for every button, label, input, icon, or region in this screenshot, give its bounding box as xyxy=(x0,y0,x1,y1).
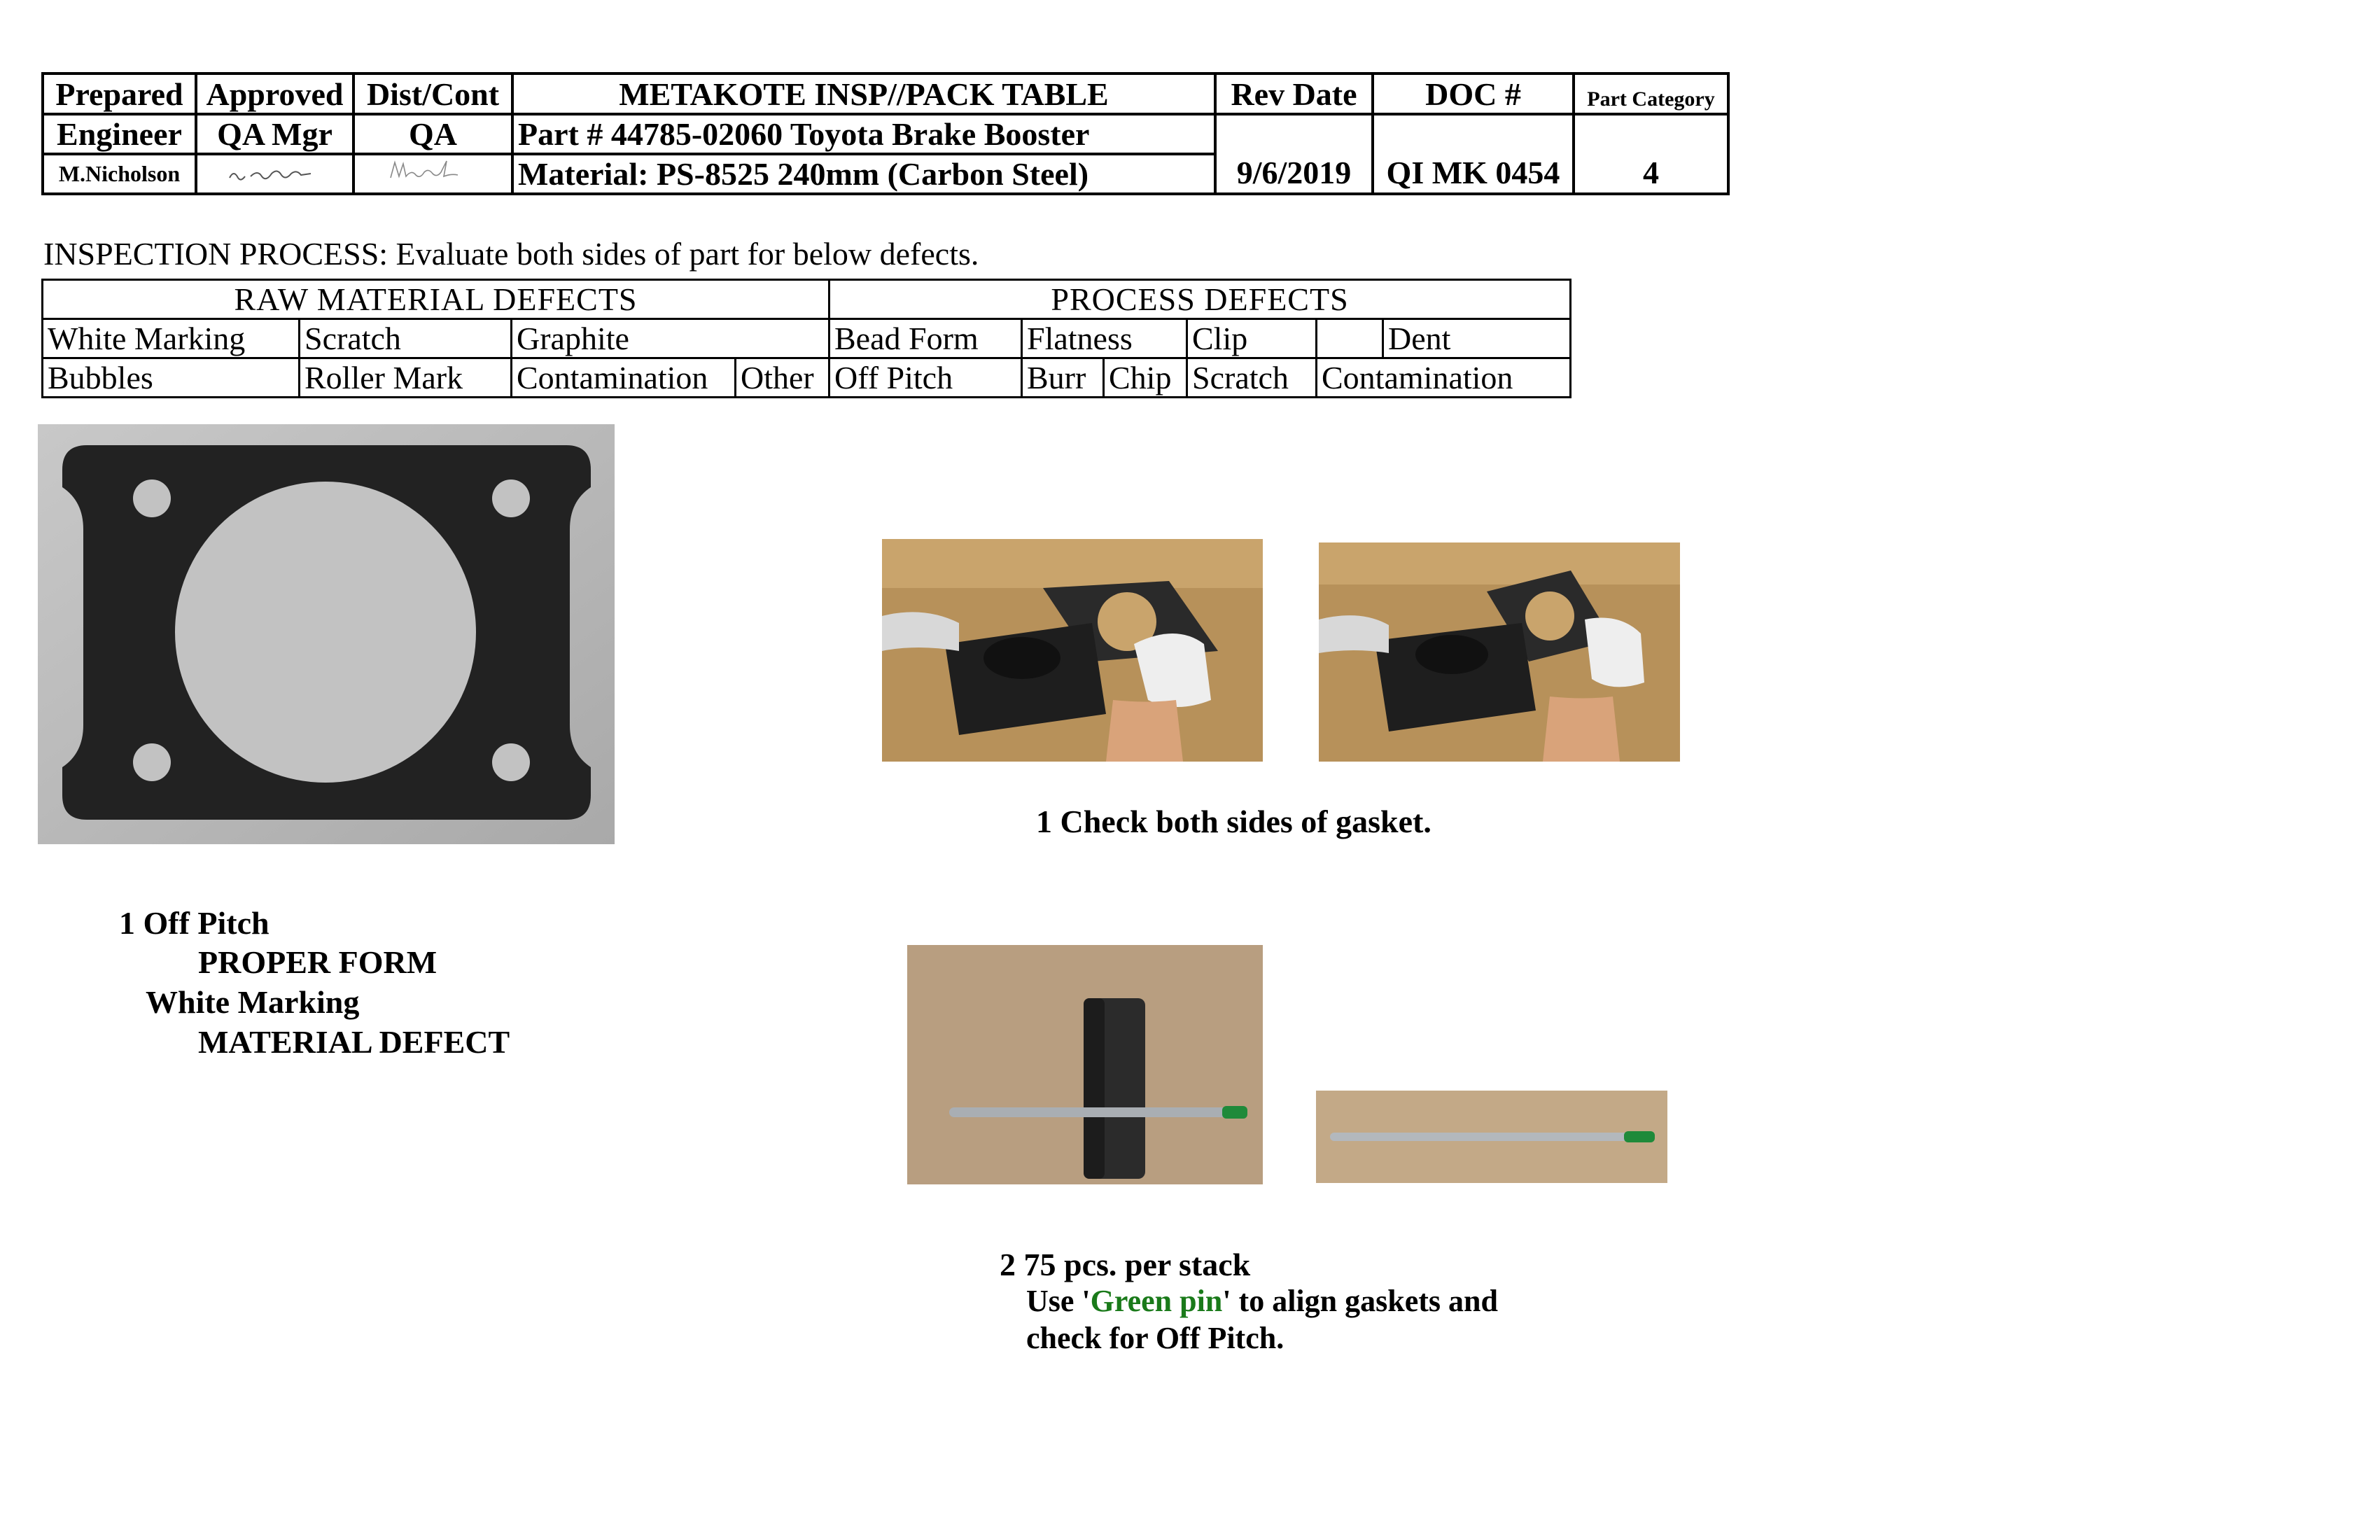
dist-cont-label: Dist/Cont xyxy=(354,74,512,114)
defect-dent xyxy=(1317,319,1571,358)
approved-signature-image xyxy=(223,164,328,185)
check-gasket-image-2 xyxy=(1319,542,1680,762)
doc-label: DOC # xyxy=(1373,74,1574,114)
gasket-image xyxy=(38,424,615,844)
step2-line2 xyxy=(1026,1283,1498,1319)
defect-burr: Burr xyxy=(1022,358,1104,398)
defect-dent-label: Dent xyxy=(1382,320,1450,357)
inspection-process-line: INSPECTION PROCESS: Evaluate both sides of part for below defects. xyxy=(43,236,979,272)
raw-material-defects-header: RAW MATERIAL DEFECTS xyxy=(43,280,830,319)
defect-flatness: Flatness xyxy=(1022,319,1187,358)
qa-mgr-label: QA Mgr xyxy=(196,114,354,154)
prepared-by-name: M.Nicholson xyxy=(43,154,196,194)
step2-line1: 2 75 pcs. per stack xyxy=(1000,1247,1251,1282)
check-gasket-photo-1 xyxy=(882,539,1263,762)
engineer-label: Engineer xyxy=(43,114,196,154)
dist-signature-image xyxy=(381,157,486,185)
header-table xyxy=(41,72,1730,195)
green-pin-stack-image xyxy=(907,945,1263,1184)
defect-off-pitch: Off Pitch xyxy=(830,358,1022,398)
defect-white-marking: White Marking xyxy=(43,319,300,358)
defect-contamination-raw: Contamination xyxy=(512,358,736,398)
defect-bead-form: Bead Form xyxy=(830,319,1022,358)
doc-number-value: QI MK 0454 xyxy=(1373,114,1574,194)
green-pin-stack-photo xyxy=(907,945,1263,1184)
defect-bubbles: Bubbles xyxy=(43,358,300,398)
part-category-label: Part Category xyxy=(1574,74,1728,114)
step2-line2-post: ' to align gaskets and xyxy=(1222,1284,1498,1318)
qa-label: QA xyxy=(354,114,512,154)
step1-caption: 1 Check both sides of gasket. xyxy=(1036,804,1432,839)
defect-chip: Chip xyxy=(1104,358,1187,398)
rev-date-label: Rev Date xyxy=(1215,74,1373,114)
note-material-defect: MATERIAL DEFECT xyxy=(198,1024,510,1060)
green-pin-image xyxy=(1316,1091,1667,1183)
material-spec: Material: PS-8525 240mm (Carbon Steel) xyxy=(512,154,1215,194)
step2-line3: check for Off Pitch. xyxy=(1026,1321,1284,1355)
approved-label: Approved xyxy=(196,74,354,114)
gasket-photo xyxy=(38,424,615,844)
process-defects-header: PROCESS DEFECTS xyxy=(830,280,1571,319)
green-pin-photo xyxy=(1316,1091,1667,1183)
defect-contamination-process: Contamination xyxy=(1317,358,1571,398)
note-off-pitch: 1 Off Pitch xyxy=(119,905,270,941)
defect-other: Other xyxy=(736,358,830,398)
rev-date-value: 9/6/2019 xyxy=(1215,114,1373,194)
green-pin-text: Green pin xyxy=(1090,1284,1223,1318)
defect-clip: Clip xyxy=(1187,319,1317,358)
step2-line2-pre: Use ' xyxy=(1026,1284,1091,1318)
note-white-marking: White Marking xyxy=(146,984,360,1020)
defect-roller-mark: Roller Mark xyxy=(300,358,512,398)
part-category-value: 4 xyxy=(1574,114,1728,194)
defect-scratch-process: Scratch xyxy=(1187,358,1317,398)
document-title: METAKOTE INSP//PACK TABLE xyxy=(512,74,1215,114)
note-proper-form: PROPER FORM xyxy=(198,944,438,980)
approved-signature xyxy=(196,154,354,194)
check-gasket-image-1 xyxy=(882,539,1263,762)
defect-scratch: Scratch xyxy=(300,319,512,358)
part-number: Part # 44785-02060 Toyota Brake Booster xyxy=(512,114,1215,154)
check-gasket-photo-2 xyxy=(1319,542,1680,762)
defect-graphite: Graphite xyxy=(512,319,830,358)
prepared-label: Prepared xyxy=(43,74,196,114)
defects-table xyxy=(41,279,1572,398)
dist-signature xyxy=(354,154,512,194)
